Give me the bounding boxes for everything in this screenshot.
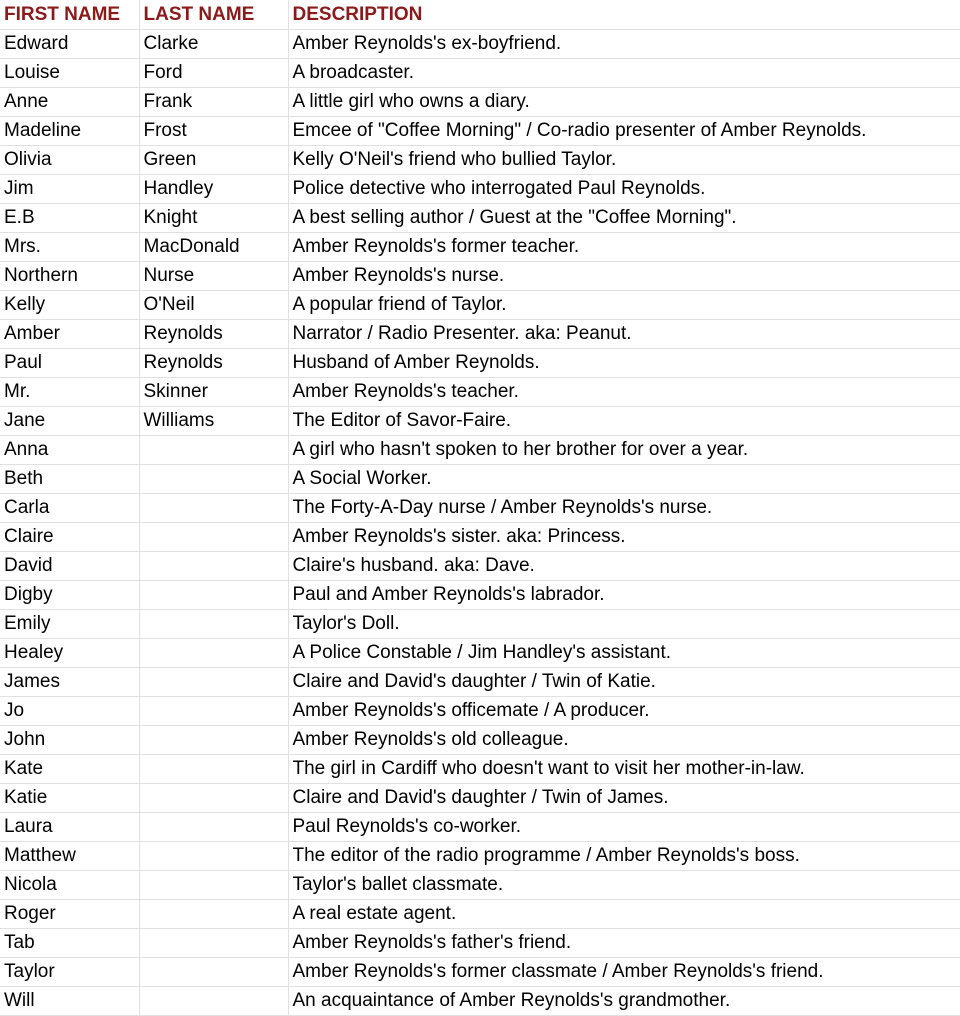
first-name-cell[interactable]: Taylor — [0, 958, 139, 987]
table-row — [0, 958, 960, 987]
first-name-cell[interactable]: Northern — [0, 262, 139, 291]
description-cell[interactable]: The Editor of Savor-Faire. — [288, 407, 960, 436]
last-name-cell[interactable] — [139, 813, 288, 842]
first-name-cell[interactable]: Olivia — [0, 146, 139, 175]
table-row — [0, 30, 960, 59]
last-name-cell[interactable] — [139, 726, 288, 755]
table-row — [0, 639, 960, 668]
description-cell[interactable]: Taylor's Doll. — [288, 610, 960, 639]
table-row — [0, 436, 960, 465]
column-header-description: DESCRIPTION — [288, 0, 960, 30]
last-name-cell[interactable]: Knight — [139, 204, 288, 233]
last-name-cell[interactable]: Ford — [139, 59, 288, 88]
description-cell[interactable]: Amber Reynolds's father's friend. — [288, 929, 960, 958]
description-cell[interactable]: A best selling author / Guest at the "Coffee Morning". — [288, 204, 960, 233]
description-cell[interactable]: A broadcaster. — [288, 59, 960, 88]
description-cell[interactable]: Paul and Amber Reynolds's labrador. — [288, 581, 960, 610]
table-row — [0, 146, 960, 175]
last-name-cell[interactable] — [139, 610, 288, 639]
first-name-cell[interactable]: Madeline — [0, 117, 139, 146]
last-name-cell[interactable]: Clarke — [139, 30, 288, 59]
last-name-cell[interactable] — [139, 639, 288, 668]
description-cell[interactable]: Claire and David's daughter / Twin of Katie. — [288, 668, 960, 697]
description-cell[interactable]: A little girl who owns a diary. — [288, 88, 960, 117]
first-name-cell[interactable]: Mr. — [0, 378, 139, 407]
last-name-cell[interactable]: Green — [139, 146, 288, 175]
last-name-cell[interactable] — [139, 755, 288, 784]
description-cell[interactable]: Police detective who interrogated Paul Reynolds. — [288, 175, 960, 204]
last-name-cell[interactable] — [139, 494, 288, 523]
description-cell[interactable]: A real estate agent. — [288, 900, 960, 929]
description-cell[interactable]: The Forty-A-Day nurse / Amber Reynolds's nurse. — [288, 494, 960, 523]
first-name-cell[interactable]: Paul — [0, 349, 139, 378]
first-name-cell[interactable]: Louise — [0, 59, 139, 88]
description-cell[interactable]: Claire's husband. aka: Dave. — [288, 552, 960, 581]
last-name-cell[interactable] — [139, 465, 288, 494]
first-name-cell[interactable]: Edward — [0, 30, 139, 59]
description-cell[interactable]: Amber Reynolds's old colleague. — [288, 726, 960, 755]
last-name-cell[interactable]: Nurse — [139, 262, 288, 291]
last-name-cell[interactable] — [139, 523, 288, 552]
table-row — [0, 842, 960, 871]
first-name-cell[interactable]: Will — [0, 987, 139, 1016]
first-name-cell[interactable]: Carla — [0, 494, 139, 523]
last-name-cell[interactable]: Frank — [139, 88, 288, 117]
last-name-cell[interactable] — [139, 958, 288, 987]
description-cell[interactable]: Amber Reynolds's ex-boyfriend. — [288, 30, 960, 59]
description-cell[interactable]: The editor of the radio programme / Amber Reynolds's boss. — [288, 842, 960, 871]
description-cell[interactable]: Amber Reynolds's nurse. — [288, 262, 960, 291]
table-row — [0, 668, 960, 697]
table-row — [0, 987, 960, 1016]
first-name-cell[interactable]: Katie — [0, 784, 139, 813]
table-row — [0, 784, 960, 813]
table-row — [0, 465, 960, 494]
last-name-cell[interactable] — [139, 697, 288, 726]
last-name-cell[interactable]: O'Neil — [139, 291, 288, 320]
first-name-cell[interactable]: Healey — [0, 639, 139, 668]
first-name-cell[interactable]: Mrs. — [0, 233, 139, 262]
first-name-cell[interactable]: Jo — [0, 697, 139, 726]
table-row — [0, 175, 960, 204]
first-name-cell[interactable]: James — [0, 668, 139, 697]
first-name-cell[interactable]: Kelly — [0, 291, 139, 320]
last-name-cell[interactable] — [139, 900, 288, 929]
column-header-first-name: FIRST NAME — [0, 0, 139, 30]
last-name-cell[interactable]: MacDonald — [139, 233, 288, 262]
description-cell[interactable]: The girl in Cardiff who doesn't want to visit her mother-in-law. — [288, 755, 960, 784]
first-name-cell[interactable]: Digby — [0, 581, 139, 610]
header-row — [0, 0, 960, 30]
description-cell[interactable]: Claire and David's daughter / Twin of James. — [288, 784, 960, 813]
table-row — [0, 581, 960, 610]
description-cell[interactable]: Amber Reynolds's sister. aka: Princess. — [288, 523, 960, 552]
last-name-cell[interactable] — [139, 436, 288, 465]
first-name-cell[interactable]: Roger — [0, 900, 139, 929]
description-cell[interactable]: Narrator / Radio Presenter. aka: Peanut. — [288, 320, 960, 349]
table-row — [0, 407, 960, 436]
first-name-cell[interactable]: Beth — [0, 465, 139, 494]
table-row — [0, 726, 960, 755]
first-name-cell[interactable]: Emily — [0, 610, 139, 639]
first-name-cell[interactable]: E.B — [0, 204, 139, 233]
first-name-cell[interactable]: Anne — [0, 88, 139, 117]
table-row — [0, 610, 960, 639]
description-cell[interactable]: Husband of Amber Reynolds. — [288, 349, 960, 378]
last-name-cell[interactable] — [139, 929, 288, 958]
first-name-cell[interactable]: Claire — [0, 523, 139, 552]
first-name-cell[interactable]: David — [0, 552, 139, 581]
last-name-cell[interactable]: Williams — [139, 407, 288, 436]
first-name-cell[interactable]: Jane — [0, 407, 139, 436]
last-name-cell[interactable] — [139, 668, 288, 697]
description-cell[interactable]: A girl who hasn't spoken to her brother for over a year. — [288, 436, 960, 465]
first-name-cell[interactable]: John — [0, 726, 139, 755]
table-row — [0, 378, 960, 407]
first-name-cell[interactable]: Nicola — [0, 871, 139, 900]
table-row — [0, 88, 960, 117]
last-name-cell[interactable] — [139, 581, 288, 610]
last-name-cell[interactable]: Skinner — [139, 378, 288, 407]
first-name-cell[interactable]: Anna — [0, 436, 139, 465]
table-row — [0, 523, 960, 552]
first-name-cell[interactable]: Kate — [0, 755, 139, 784]
table-row — [0, 813, 960, 842]
table-row — [0, 552, 960, 581]
description-cell[interactable]: Taylor's ballet classmate. — [288, 871, 960, 900]
table-row — [0, 929, 960, 958]
description-cell[interactable]: Amber Reynolds's teacher. — [288, 378, 960, 407]
description-cell[interactable]: A popular friend of Taylor. — [288, 291, 960, 320]
last-name-cell[interactable] — [139, 871, 288, 900]
description-cell[interactable]: Amber Reynolds's former teacher. — [288, 233, 960, 262]
table-row — [0, 349, 960, 378]
table-row — [0, 233, 960, 262]
description-cell[interactable]: A Social Worker. — [288, 465, 960, 494]
description-cell[interactable]: Kelly O'Neil's friend who bullied Taylor. — [288, 146, 960, 175]
table-row — [0, 204, 960, 233]
last-name-cell[interactable] — [139, 842, 288, 871]
table-body — [0, 30, 960, 1016]
last-name-cell[interactable]: Frost — [139, 117, 288, 146]
last-name-cell[interactable]: Reynolds — [139, 320, 288, 349]
table-row — [0, 900, 960, 929]
table-row — [0, 494, 960, 523]
table-row — [0, 262, 960, 291]
table-row — [0, 320, 960, 349]
first-name-cell[interactable]: Jim — [0, 175, 139, 204]
table-row — [0, 697, 960, 726]
first-name-cell[interactable]: Laura — [0, 813, 139, 842]
description-cell[interactable]: Amber Reynolds's officemate / A producer. — [288, 697, 960, 726]
table-row — [0, 871, 960, 900]
table-row — [0, 755, 960, 784]
first-name-cell[interactable]: Matthew — [0, 842, 139, 871]
last-name-cell[interactable]: Reynolds — [139, 349, 288, 378]
first-name-cell[interactable]: Tab — [0, 929, 139, 958]
description-cell[interactable]: Paul Reynolds's co-worker. — [288, 813, 960, 842]
table-row — [0, 59, 960, 88]
last-name-cell[interactable]: Handley — [139, 175, 288, 204]
last-name-cell[interactable] — [139, 987, 288, 1016]
first-name-cell[interactable]: Amber — [0, 320, 139, 349]
description-cell[interactable]: A Police Constable / Jim Handley's assistant. — [288, 639, 960, 668]
description-cell[interactable]: Amber Reynolds's former classmate / Amber Reynolds's friend. — [288, 958, 960, 987]
last-name-cell[interactable] — [139, 784, 288, 813]
table-row — [0, 291, 960, 320]
description-cell[interactable]: Emcee of "Coffee Morning" / Co-radio presenter of Amber Reynolds. — [288, 117, 960, 146]
column-header-last-name: LAST NAME — [139, 0, 288, 30]
table-row — [0, 117, 960, 146]
last-name-cell[interactable] — [139, 552, 288, 581]
description-cell[interactable]: An acquaintance of Amber Reynolds's grandmother. — [288, 987, 960, 1016]
